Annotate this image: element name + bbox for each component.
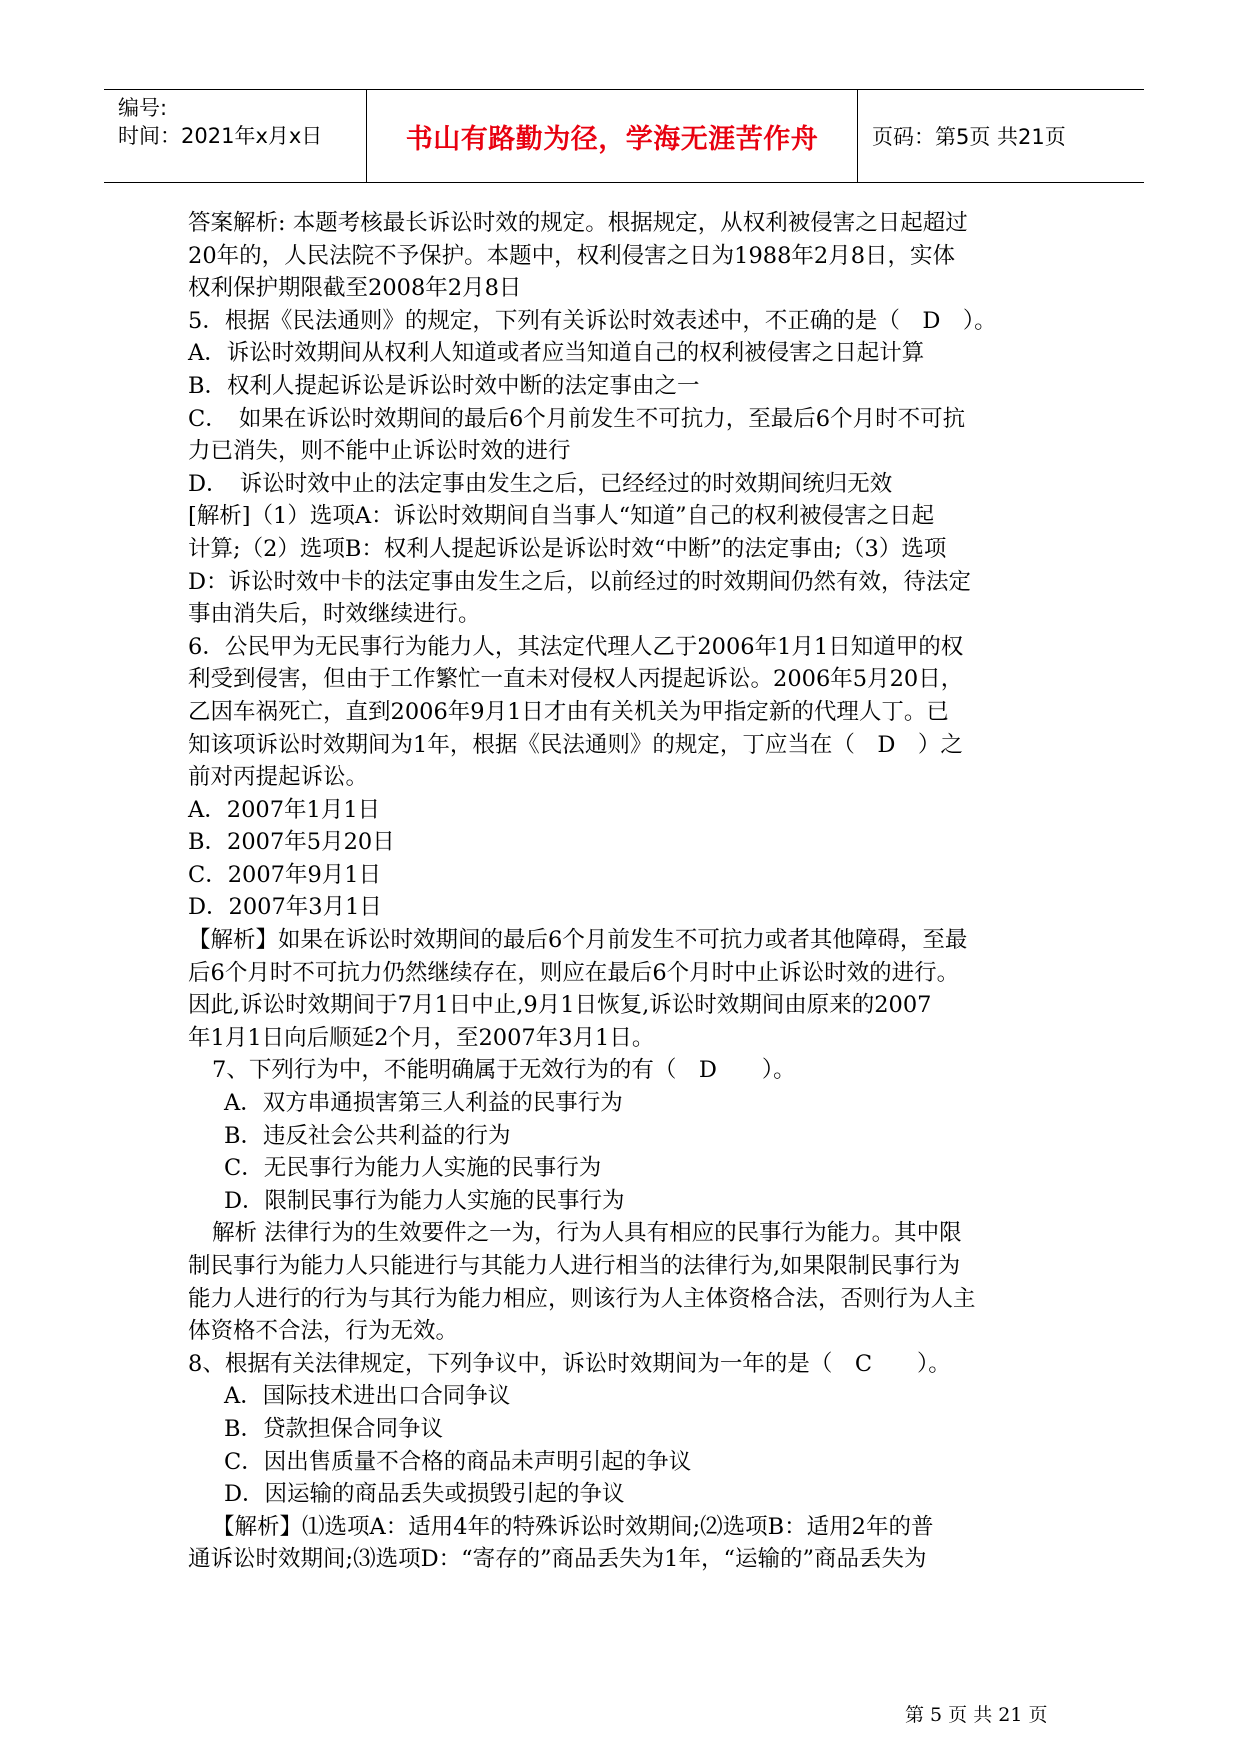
page-header bbox=[104, 89, 1144, 183]
analysis-line: 事由消失后，时效继续进行。 bbox=[188, 601, 481, 628]
option-line: D．因运输的商品丢失或损毁引起的争议 bbox=[224, 1481, 625, 1508]
question-8: 8、根据有关法律规定，下列争议中，诉讼时效期间为一年的是（ C ）。 bbox=[188, 1350, 951, 1377]
option-line: A．2007年1月1日 bbox=[188, 796, 381, 823]
header-page-number: 页码：第5页 共21页 bbox=[872, 125, 1066, 149]
analysis-line: 【解析】⑴选项A：适用4年的特殊诉讼时效期间;⑵选项B：适用2年的普 bbox=[212, 1513, 934, 1540]
analysis-line: D：诉讼时效中卡的法定事由发生之后，以前经过的时效期间仍然有效，待法定 bbox=[188, 568, 972, 595]
analysis-line: 计算;（2）选项B：权利人提起诉讼是诉讼时效“中断”的法定事由;（3）选项 bbox=[188, 535, 947, 562]
page-footer: 第 5 页 共 21 页 bbox=[905, 1704, 1048, 1726]
question-7: 7、下列行为中，不能明确属于无效行为的有（ D ）。 bbox=[212, 1057, 796, 1084]
option-line: A．双方串通损害第三人利益的民事行为 bbox=[224, 1090, 623, 1117]
document-body bbox=[188, 207, 1068, 1576]
document-number-label: 编号: bbox=[118, 96, 168, 120]
analysis-line: 解析 法律行为的生效要件之一为，行为人具有相应的民事行为能力。其中限 bbox=[212, 1220, 962, 1247]
option-line: D．2007年3月1日 bbox=[188, 894, 382, 921]
document-time-label: 时间：2021年x月x日 bbox=[118, 124, 323, 148]
text-line: 权利保护期限截至2008年2月8日 bbox=[188, 275, 522, 302]
option-line: B．2007年5月20日 bbox=[188, 829, 395, 856]
option-line: B．贷款担保合同争议 bbox=[224, 1415, 444, 1442]
text-line: 利受到侵害，但由于工作繁忙一直未对侵权人丙提起诉讼。2006年5月20日， bbox=[188, 666, 964, 693]
text-line: 答案解析: 本题考核最长诉讼时效的规定。根据规定，从权利被侵害之日起超过 bbox=[188, 210, 968, 236]
header-meta bbox=[104, 90, 366, 182]
option-line: C．因出售质量不合格的商品未声明引起的争议 bbox=[224, 1448, 692, 1475]
text-line: 前对丙提起诉讼。 bbox=[188, 764, 369, 791]
question-5: 5．根据《民法通则》的规定，下列有关诉讼时效表述中，不正确的是（ D ）。 bbox=[188, 307, 997, 334]
analysis-line: 体资格不合法，行为无效。 bbox=[188, 1318, 459, 1345]
analysis-line: 通诉讼时效期间;⑶选项D：“寄存的”商品丢失为1年，“运输的”商品丢失为 bbox=[188, 1546, 927, 1573]
option-line: B．权利人提起诉讼是诉讼时效中断的法定事由之一 bbox=[188, 372, 700, 399]
analysis-line: 后6个月时不可抗力仍然继续存在，则应在最后6个月时中止诉讼时效的进行。 bbox=[188, 959, 960, 986]
option-line: A．诉讼时效期间从权利人知道或者应当知道自己的权利被侵害之日起计算 bbox=[188, 340, 925, 367]
text-line: 乙因车祸死亡，直到2006年9月1日才由有关机关为甲指定新的代理人丁。已 bbox=[188, 698, 949, 725]
question-6: 6．公民甲为无民事行为能力人，其法定代理人乙于2006年1月1日知道甲的权 bbox=[188, 633, 964, 660]
header-motto: 书山有路勤为径，学海无涯苦作舟 bbox=[366, 90, 858, 182]
option-line: C．无民事行为能力人实施的民事行为 bbox=[224, 1155, 602, 1182]
analysis-line: 年1月1日向后顺延2个月，至2007年3月1日。 bbox=[188, 1024, 655, 1051]
analysis-line: 能力人进行的行为与其行为能力相应，则该行为人主体资格合法，否则行为人主 bbox=[188, 1285, 976, 1312]
option-line: C． 如果在诉讼时效期间的最后6个月前发生不可抗力，至最后6个月时不可抗 bbox=[188, 405, 966, 432]
text-line: 20年的，人民法院不予保护。本题中，权利侵害之日为1988年2月8日，实体 bbox=[188, 242, 956, 269]
analysis-line: [解析]（1）选项A：诉讼时效期间自当事人“知道”自己的权利被侵害之日起 bbox=[188, 503, 935, 530]
option-line: A．国际技术进出口合同争议 bbox=[224, 1383, 511, 1410]
analysis-line: 【解析】如果在诉讼时效期间的最后6个月前发生不可抗力或者其他障碍，至最 bbox=[188, 927, 968, 954]
analysis-line: 因此,诉讼时效期间于7月1日中止,9月1日恢复,诉讼时效期间由原来的2007 bbox=[188, 992, 932, 1019]
option-line: B．违反社会公共利益的行为 bbox=[224, 1122, 511, 1149]
text-line: 力已消失，则不能中止诉讼时效的进行 bbox=[188, 438, 571, 465]
option-line: D．限制民事行为能力人实施的民事行为 bbox=[224, 1187, 625, 1214]
option-line: C．2007年9月1日 bbox=[188, 861, 382, 888]
analysis-line: 制民事行为能力人只能进行与其能力人进行相当的法律行为,如果限制民事行为 bbox=[188, 1253, 961, 1279]
text-line: 知该项诉讼时效期间为1年，根据《民法通则》的规定，丁应当在（ D ）之 bbox=[188, 731, 963, 758]
option-line: D． 诉讼时效中止的法定事由发生之后，已经经过的时效期间统归无效 bbox=[188, 470, 893, 497]
